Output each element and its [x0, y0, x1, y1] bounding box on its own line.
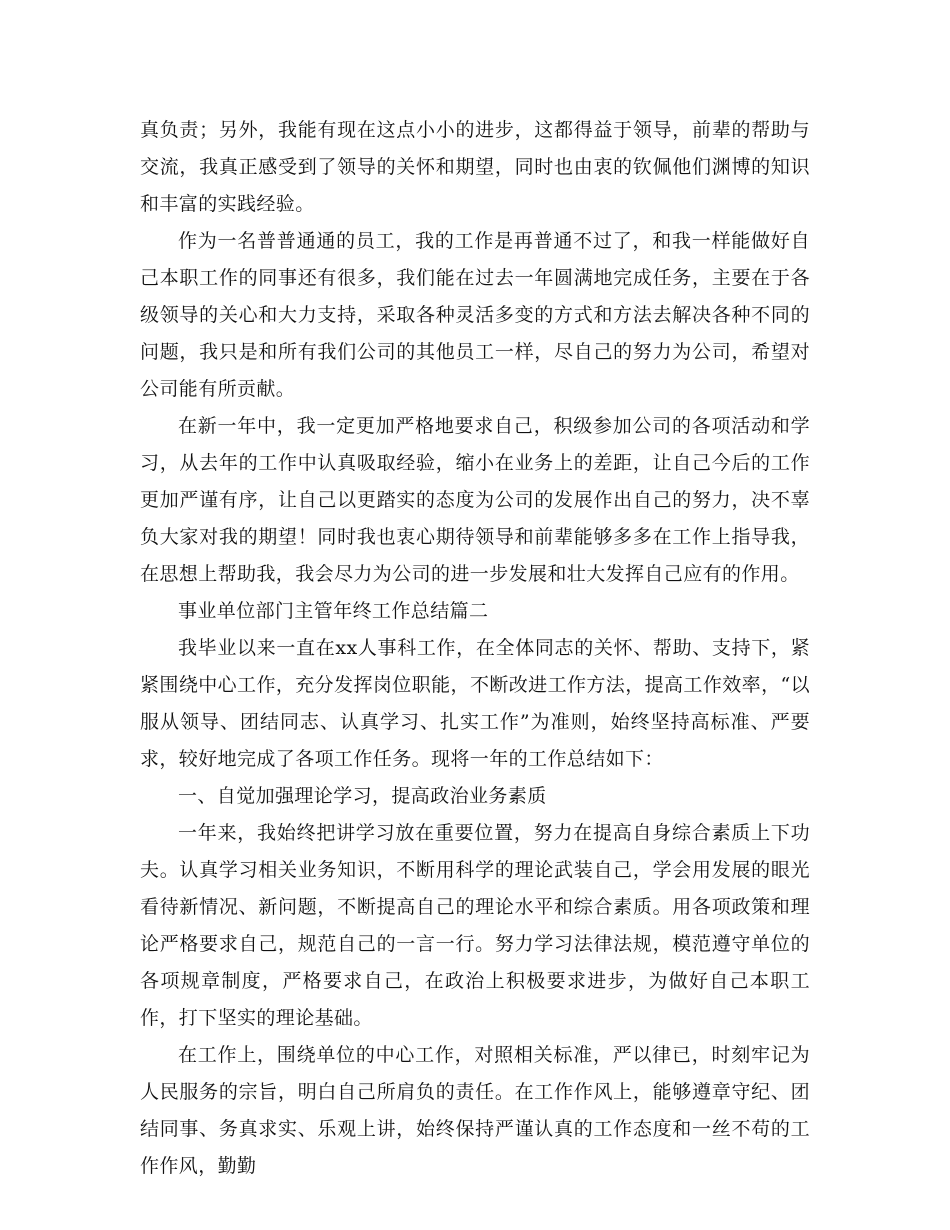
document-body — [140, 112, 810, 1185]
paragraph-intro: 我毕业以来一直在xx人事科工作，在全体同志的关怀、帮助、支持下，紧紧围绕中心工作，充分发挥岗位职能，不断改进工作方法，提高工作效率，“以服从领导、团结同志、认真学习、扎实工作”为准则，始终坚持高标准、严要求，较好地完成了各项工作任务。现将一年的工作总结如下： — [140, 637, 810, 770]
section-title: 事业单位部门主管年终工作总结篇二 — [178, 600, 489, 622]
paragraph-work-style: 在工作上，围绕单位的中心工作，对照相关标准，严以律已，时刻牢记为人民服务的宗旨，明白自己所肩负的责任。在工作作风上，能够遵章守纪、团结同事、务真求实、乐观上讲，始终保持严谨认真的工作态度和一丝不苟的工作作风，勤勤 — [140, 1044, 810, 1177]
paragraph-ordinary-employee: 作为一名普普通通的员工，我的工作是再普通不过了，和我一样能做好自己本职工作的同事还有很多，我们能在过去一年圆满地完成任务，主要在于各级领导的关心和大力支持，采取各种灵活多变的方式和方法去解决各种不同的问题，我只是和所有我们公司的其他员工一样，尽自己的努力为公司，希望对公司能有所贡献。 — [140, 230, 810, 400]
subsection-heading-1: 一、自觉加强理论学习，提高政治业务素质 — [178, 785, 547, 807]
paragraph-new-year-plan: 在新一年中，我一定更加严格地要求自己，积级参加公司的各项活动和学习，从去年的工作中认真吸取经验，缩小在业务上的差距，让自己今后的工作更加严谨有序，让自己以更踏实的态度为公司的发展作出自己的努力，决不辜负大家对我的期望！同时我也衷心期待领导和前辈能够多多在工作上指导我，在思想上帮助我，我会尽力为公司的进一步发展和壮大发挥自己应有的作用。 — [140, 415, 810, 585]
paragraph-theory-study: 一年来，我始终把讲学习放在重要位置，努力在提高自身综合素质上下功夫。认真学习相关业务知识，不断用科学的理论武装自己，学会用发展的眼光看待新情况、新问题，不断提高自己的理论水平和综合素质。用各项政策和理论严格要求自己，规范自己的一言一行。努力学习法律法规，模范遵守单位的各项规章制度，严格要求自己，在政治上积极要求进步，为做好自己本职工作，打下坚实的理论基础。 — [140, 822, 810, 1029]
paragraph-continuation: 真负责；另外，我能有现在这点小小的进步，这都得益于领导，前辈的帮助与交流，我真正感受到了领导的关怀和期望，同时也由衷的钦佩他们渊博的知识和丰富的实践经验。 — [140, 119, 810, 215]
